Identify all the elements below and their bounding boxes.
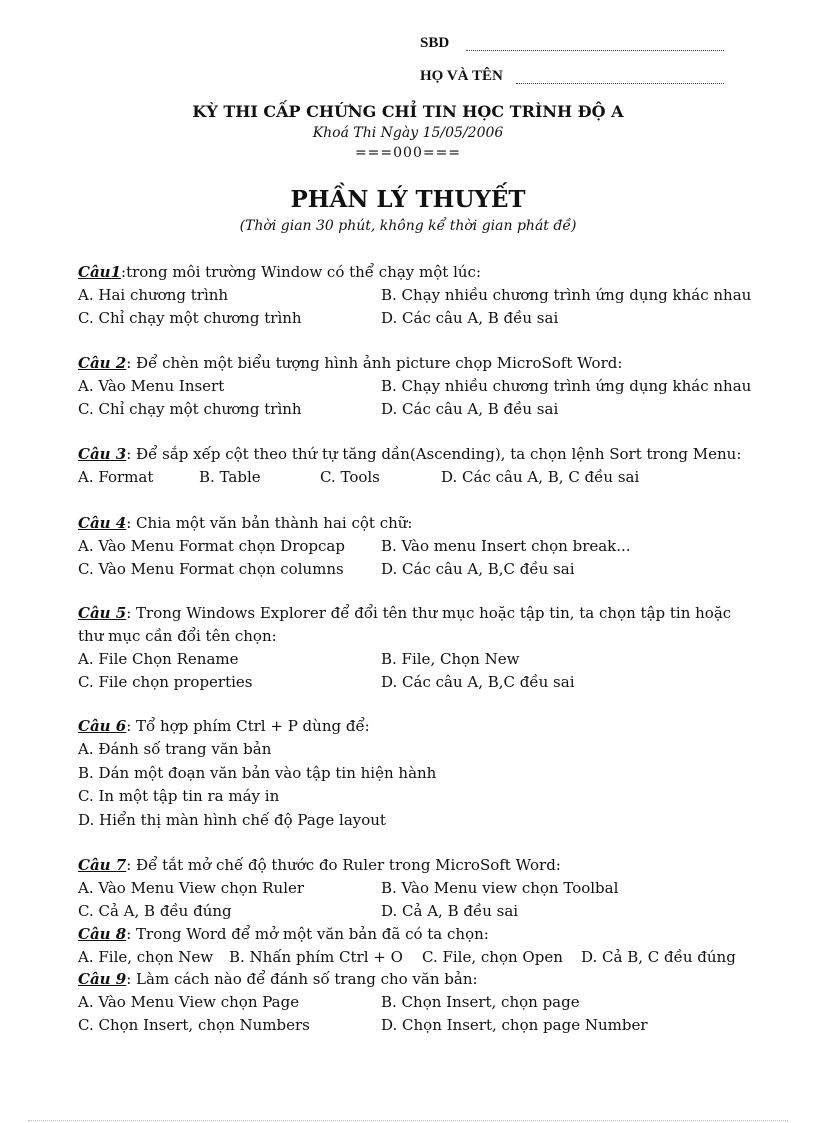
question-text: : Chia một văn bản thành hai cột chữ: xyxy=(126,514,413,532)
q1-option-b: B. Chạy nhiều chương trình ứng dụng khác nhau xyxy=(381,286,752,304)
exam-date: Khoá Thi Ngày 15/05/2006 xyxy=(312,125,504,141)
question-8 xyxy=(78,923,489,946)
question-number: Câu 8 xyxy=(78,925,127,943)
exam-title: KỲ THI CẤP CHỨNG CHỈ TIN HỌC TRÌNH ĐỘ A xyxy=(192,102,624,121)
q1-option-a: A. Hai chương trình xyxy=(78,286,229,304)
q3-option-d: D. Các câu A, B, C đều sai xyxy=(441,468,640,486)
question-text: : Để tắt mở chế độ thước đo Ruler trong MicroSoft Word: xyxy=(126,856,561,874)
sbd-label: SBD xyxy=(420,35,450,51)
question-text: :trong môi trường Window có thể chạy một lúc: xyxy=(121,263,482,281)
q8-option-d: D. Cả B, C đều đúng xyxy=(581,948,736,966)
question-number: Câu 2 xyxy=(78,354,127,372)
question-6 xyxy=(78,715,370,738)
name-dotted-line xyxy=(516,83,724,84)
sbd-dotted-line xyxy=(466,50,724,51)
question-number: Câu 4 xyxy=(78,514,127,532)
q2-option-a: A. Vào Menu Insert xyxy=(78,377,225,395)
question-number: Câu 5 xyxy=(78,604,127,622)
q2-option-c: C. Chỉ chạy một chương trình xyxy=(78,400,302,418)
q7-option-d: D. Cả A, B đều sai xyxy=(381,902,519,920)
q6-option-d: D. Hiển thị màn hình chế độ Page layout xyxy=(78,811,386,829)
q4-option-c: C. Vào Menu Format chọn columns xyxy=(78,560,344,578)
name-field[interactable] xyxy=(420,68,503,85)
question-7 xyxy=(78,854,561,877)
q1-option-c: C. Chỉ chạy một chương trình xyxy=(78,309,302,327)
question-9 xyxy=(78,968,478,991)
question-text: : Để sắp xếp cột theo thứ tự tăng dần(Ascending), ta chọn lệnh Sort trong Menu: xyxy=(126,445,742,463)
q9-option-d: D. Chọn Insert, chọn page Number xyxy=(381,1016,648,1034)
q3-option-a: A. Format xyxy=(78,468,154,486)
question-number: Câu 7 xyxy=(78,856,127,874)
question-1 xyxy=(78,261,481,284)
q8-option-b: B. Nhấn phím Ctrl + O xyxy=(229,948,403,966)
question-text: : Làm cách nào để đánh số trang cho văn bản: xyxy=(126,970,478,988)
q3-option-b: B. Table xyxy=(199,468,261,486)
question-text: : Trong Word để mở một văn bản đã có ta chọn: xyxy=(126,925,489,943)
question-5 xyxy=(78,602,743,648)
section-heading: PHẦN LÝ THUYẾT xyxy=(290,186,526,213)
time-note: (Thời gian 30 phút, không kể thời gian phát đề) xyxy=(239,218,577,234)
sbd-field[interactable] xyxy=(420,35,449,52)
question-number: Câu 6 xyxy=(78,717,127,735)
q6-option-a: A. Đánh số trang văn bản xyxy=(78,740,272,758)
question-4 xyxy=(78,512,412,535)
q8-option-c: C. File, chọn Open xyxy=(422,948,563,966)
name-label: HỌ VÀ TÊN xyxy=(420,68,503,84)
question-number: Câu 9 xyxy=(78,970,127,988)
question-text: : Trong Windows Explorer để đổi tên thư mục hoặc tập tin, ta chọn tập tin hoặc thư mục cần đổi tên chọn: xyxy=(78,604,732,645)
q9-option-a: A. Vào Menu View chọn Page xyxy=(78,993,300,1011)
question-number: Câu1 xyxy=(78,263,122,281)
q2-option-b: B. Chạy nhiều chương trình ứng dụng khác nhau xyxy=(381,377,752,395)
title-separator: ===000=== xyxy=(354,145,462,161)
q9-option-c: C. Chọn Insert, chọn Numbers xyxy=(78,1016,310,1034)
question-number: Câu 3 xyxy=(78,445,127,463)
q8-option-a: A. File, chọn New xyxy=(78,948,214,966)
q6-option-b: B. Dán một đoạn văn bản vào tập tin hiện hành xyxy=(78,764,437,782)
page-bottom-divider xyxy=(28,1120,788,1121)
q5-option-a: A. File Chọn Rename xyxy=(78,650,239,668)
q1-option-d: D. Các câu A, B đều sai xyxy=(381,309,559,327)
question-text: : Để chèn một biểu tượng hình ảnh picture chọp MicroSoft Word: xyxy=(126,354,623,372)
q2-option-d: D. Các câu A, B đều sai xyxy=(381,400,559,418)
q9-option-b: B. Chọn Insert, chọn page xyxy=(381,993,580,1011)
q3-option-c: C. Tools xyxy=(320,468,380,486)
question-3 xyxy=(78,443,741,466)
q7-option-c: C. Cả A, B đều đúng xyxy=(78,902,232,920)
q7-option-a: A. Vào Menu View chọn Ruler xyxy=(78,879,305,897)
q6-option-c: C. In một tập tin ra máy in xyxy=(78,787,280,805)
q5-option-d: D. Các câu A, B,C đều sai xyxy=(381,673,575,691)
q4-option-b: B. Vào menu Insert chọn break... xyxy=(381,537,631,555)
q5-option-b: B. File, Chọn New xyxy=(381,650,520,668)
question-2 xyxy=(78,352,622,375)
q7-option-b: B. Vào Menu view chọn Toolbal xyxy=(381,879,619,897)
q4-option-a: A. Vào Menu Format chọn Dropcap xyxy=(78,537,345,555)
q4-option-d: D. Các câu A, B,C đều sai xyxy=(381,560,575,578)
question-text: : Tổ hợp phím Ctrl + P dùng để: xyxy=(126,717,370,735)
q5-option-c: C. File chọn properties xyxy=(78,673,253,691)
